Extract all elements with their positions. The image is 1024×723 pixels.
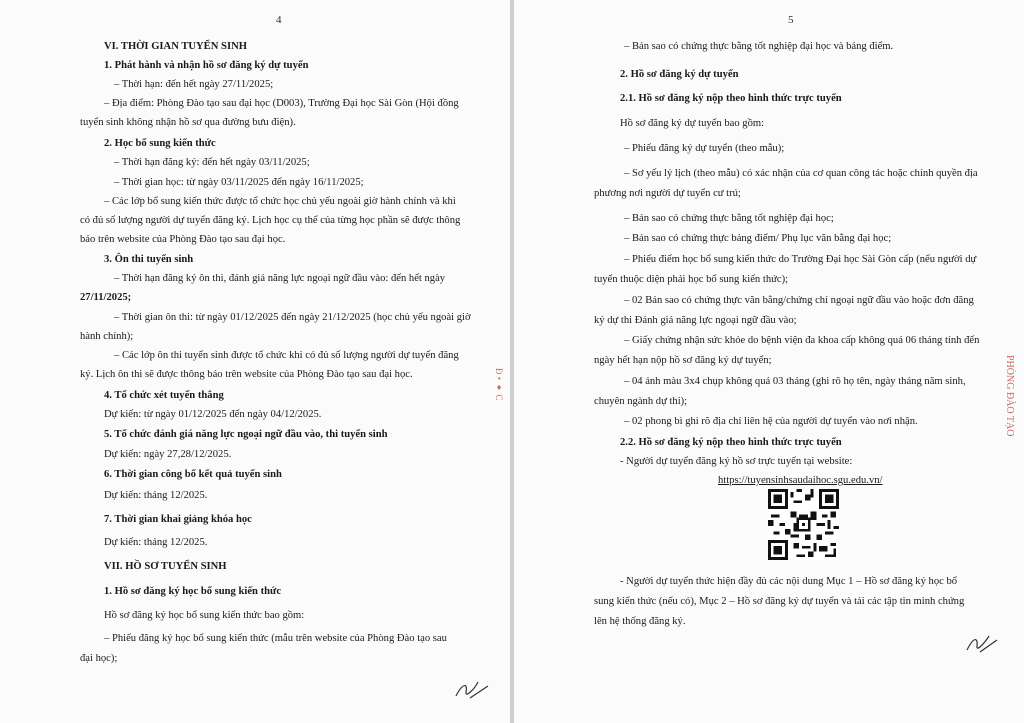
text-line: Dự kiến: từ ngày 01/12/2025 đến ngày 04/12/2025.: [104, 409, 322, 420]
document-page-5: [514, 0, 1024, 723]
section-heading: VII. HỒ SƠ TUYỂN SINH: [104, 561, 227, 572]
text-line: – 02 phong bì ghi rõ địa chỉ liên hệ của người dự tuyển vào nơi nhận.: [624, 416, 918, 427]
text-line: ký. Lịch ôn thi sẽ được thông báo trên website của Phòng Đào tạo sau đại học.: [80, 369, 413, 380]
text-line: Dự kiến: tháng 12/2025.: [104, 537, 208, 548]
text-line: 27/11/2025;: [80, 292, 132, 303]
text-line: ngày hết hạn nộp hồ sơ đăng ký dự tuyển;: [594, 355, 772, 366]
text-line: – Bản sao có chứng thực bằng tốt nghiệp đại học và bảng điểm.: [624, 41, 894, 52]
subsection-heading: 2.2. Hồ sơ đăng ký nộp theo hình thức trực tuyến: [620, 437, 842, 448]
document-page-4: [0, 0, 510, 723]
subsection-heading: 5. Tổ chức đánh giá năng lực ngoại ngữ đầu vào, thi tuyển sinh: [104, 429, 388, 440]
text-line: – Các lớp bổ sung kiến thức được tổ chức học chủ yếu ngoài giờ hành chính và khi: [104, 196, 456, 207]
qr-code-image[interactable]: [768, 489, 839, 560]
text-line: đại học);: [80, 653, 118, 664]
text-line: Dự kiến: tháng 12/2025.: [104, 490, 208, 501]
text-line: có đủ số lượng người dự tuyển đăng ký. Lịch học cụ thể của từng học phần sẽ được thông: [80, 215, 461, 226]
text-line: sung kiến thức (nếu có), Mục 2 – Hồ sơ đăng ký dự tuyển và tải các tập tin minh chứng: [594, 596, 965, 607]
text-line: – Bản sao có chứng thực bảng điểm/ Phụ lục văn bằng đại học;: [624, 233, 892, 244]
page-number: 4: [276, 14, 282, 26]
text-line: báo trên website của Phòng Đào tạo sau đại học.: [80, 234, 286, 245]
subsection-heading: 1. Phát hành và nhận hồ sơ đăng ký dự tuyển: [104, 60, 309, 71]
text-line: – Phiếu đăng ký học bổ sung kiến thức (mẫu trên website của Phòng Đào tạo sau: [104, 633, 447, 644]
text-line: - Người dự tuyển đăng ký hồ sơ trực tuyến tại website:: [620, 456, 853, 467]
text-line: lên hệ thống đăng ký.: [594, 616, 686, 627]
subsection-heading: 7. Thời gian khai giảng khóa học: [104, 514, 252, 525]
text-line: – Bản sao có chứng thực bằng tốt nghiệp đại học;: [624, 213, 834, 224]
text-line: – Thời hạn đăng ký ôn thi, đánh giá năng lực ngoại ngữ đầu vào: đến hết ngày: [114, 273, 446, 284]
subsection-heading: 2.1. Hồ sơ đăng ký nộp theo hình thức trực tuyến: [620, 93, 842, 104]
text-line: Dự kiến: ngày 27,28/12/2025.: [104, 449, 232, 460]
page-number: 5: [788, 14, 794, 26]
subsection-heading: 1. Hồ sơ đăng ký học bổ sung kiến thức: [104, 586, 282, 597]
text-line: – Thời hạn: đến hết ngày 27/11/2025;: [114, 79, 274, 90]
text-line: – Giấy chứng nhận sức khỏe do bệnh viện đa khoa cấp không quá 06 tháng tính đến: [624, 335, 980, 346]
stamp-mark: PHÒNG ĐÀO TẠO: [1004, 355, 1015, 437]
subsection-heading: 4. Tổ chức xét tuyển thẳng: [104, 390, 224, 401]
text-line: – Địa điểm: Phòng Đào tạo sau đại học (D003), Trường Đại học Sài Gòn (Hội đồng: [104, 98, 459, 109]
text-line: chuyên ngành dự thi);: [594, 396, 688, 407]
text-line: Hồ sơ đăng ký dự tuyển bao gồm:: [620, 118, 765, 129]
text-line: – Phiếu đăng ký dự tuyển (theo mẫu);: [624, 143, 785, 154]
subsection-heading: 2. Hồ sơ đăng ký dự tuyển: [620, 69, 739, 80]
subsection-heading: 3. Ôn thi tuyển sinh: [104, 254, 194, 265]
stamp-mark: Đ • ♦ C: [494, 368, 504, 401]
text-line: – Các lớp ôn thi tuyển sinh được tổ chức khi có đủ số lượng người dự tuyển đăng: [114, 350, 459, 361]
registration-website-link[interactable]: https://tuyensinhsaudaihoc.sgu.edu.vn/: [718, 475, 883, 486]
text-line: - Người dự tuyển thức hiện đầy đủ các nội dung Mục 1 – Hồ sơ đăng ký học bổ: [620, 576, 958, 587]
text-line: Hồ sơ đăng ký học bổ sung kiến thức bao gồm:: [104, 610, 305, 621]
text-line: – 04 ảnh màu 3x4 chụp không quá 03 tháng (ghi rõ họ tên, ngày tháng năm sinh,: [624, 376, 966, 387]
text-line: phương nơi người dự tuyển cư trú;: [594, 188, 741, 199]
text-line: – Thời hạn đăng ký: đến hết ngày 03/11/2025;: [114, 157, 310, 168]
text-line: hành chính);: [80, 331, 134, 342]
text-line: – Phiếu điểm học bổ sung kiến thức do Trường Đại học Sài Gòn cấp (nếu người dự: [624, 254, 977, 265]
signature-mark: [452, 676, 492, 702]
text-line: tuyển thuộc diện phải học bổ sung kiến thức);: [594, 274, 789, 285]
text-line: ký dự thi Đánh giá năng lực ngoại ngữ đầu vào;: [594, 315, 797, 326]
subsection-heading: 6. Thời gian công bố kết quả tuyển sinh: [104, 469, 282, 480]
text-line: – Thời gian học: từ ngày 03/11/2025 đến ngày 16/11/2025;: [114, 177, 364, 188]
text-line: – Thời gian ôn thi: từ ngày 01/12/2025 đến ngày 21/12/2025 (học chủ yếu ngoài giờ: [114, 312, 471, 323]
subsection-heading: 2. Học bổ sung kiến thức: [104, 138, 216, 149]
signature-mark: [964, 628, 1000, 656]
section-heading: VI. THỜI GIAN TUYỂN SINH: [104, 41, 247, 52]
text-line: tuyển sinh không nhận hồ sơ qua đường bưu điện).: [80, 117, 296, 128]
text-line: – 02 Bản sao có chứng thực văn bằng/chứng chỉ ngoại ngữ đầu vào hoặc đơn đăng: [624, 295, 974, 306]
text-line: – Sơ yếu lý lịch (theo mẫu) có xác nhận của cơ quan công tác hoặc chính quyền địa: [624, 168, 978, 179]
